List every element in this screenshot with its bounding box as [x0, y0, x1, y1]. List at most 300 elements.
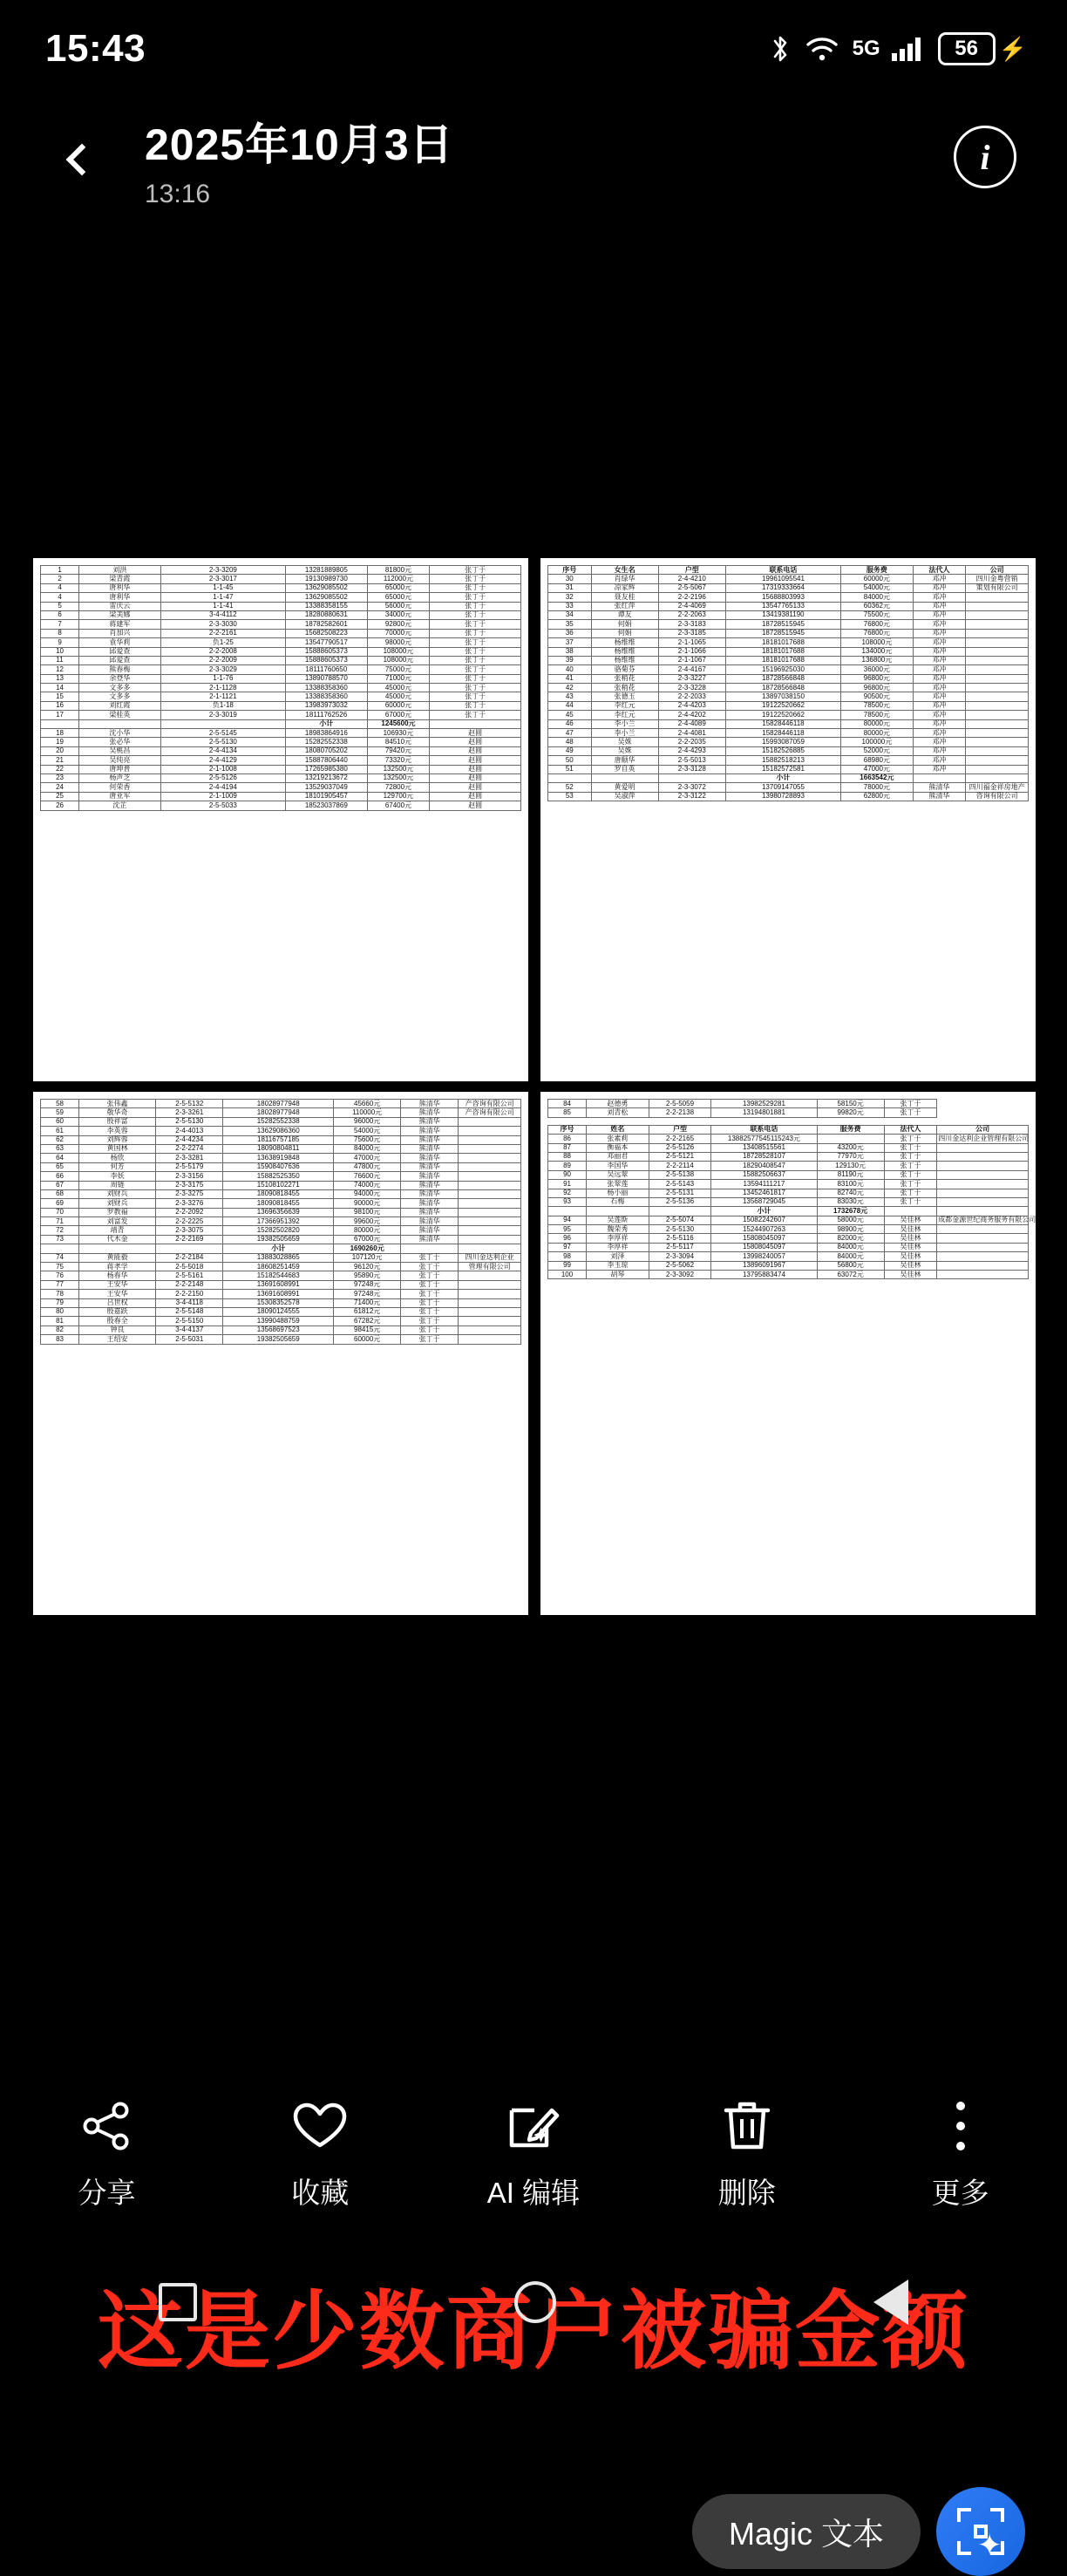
wifi-icon — [805, 36, 839, 62]
table-cell — [937, 1225, 1029, 1234]
table-cell: 小计 — [711, 1207, 817, 1216]
table-cell: 黄能毅 — [79, 1253, 156, 1262]
table-cell: 2-1-1128 — [160, 684, 285, 692]
table-cell: 邓冲 — [913, 583, 966, 592]
table-cell: 15688803993 — [725, 593, 840, 602]
table-cell — [937, 1234, 1029, 1243]
table-cell: 78500元 — [841, 701, 914, 710]
table-cell: 60362元 — [841, 602, 914, 610]
table-cell — [156, 1244, 223, 1253]
table-cell: 张翠莲 — [587, 1180, 649, 1189]
table-cell: 13408515561 — [711, 1143, 817, 1152]
table-cell: 刘辉蓉 — [79, 1135, 156, 1144]
table-cell: 熊清华 — [401, 1144, 459, 1153]
table-cell: 1-1-45 — [160, 583, 285, 592]
table-cell: 衡福本 — [587, 1143, 649, 1152]
table-row — [41, 629, 521, 637]
table-cell: 12 — [41, 665, 79, 674]
more-label: 更多 — [932, 2171, 989, 2211]
table-cell: 59 — [41, 1108, 79, 1117]
table-row — [41, 638, 521, 647]
table-cell: 23 — [41, 773, 79, 782]
table-cell: 47000元 — [841, 765, 914, 773]
table-cell: 134000元 — [841, 647, 914, 656]
table-cell: 张丁于 — [401, 1280, 459, 1289]
table-header-cell: 公司 — [937, 1125, 1029, 1134]
table-cell: 65000元 — [367, 583, 430, 592]
table-cell: 76 — [41, 1271, 79, 1280]
table-row — [548, 746, 1029, 755]
table-cell: 15882506637 — [711, 1170, 817, 1179]
table-cell: 15082242607 — [711, 1216, 817, 1224]
table-row — [548, 647, 1029, 656]
table-row — [548, 656, 1029, 664]
table-cell: 38 — [548, 647, 592, 656]
table-cell: 19382505659 — [223, 1235, 334, 1244]
table-head-2 — [548, 566, 1029, 575]
table-cell: 邓冲 — [913, 684, 966, 692]
table-row — [548, 1162, 1029, 1170]
table-cell: 72 — [41, 1226, 79, 1235]
table-cell: 2-3-3075 — [156, 1226, 223, 1235]
table-cell: 9 — [41, 638, 79, 647]
table-cell: 39 — [548, 656, 592, 664]
table-cell: 2-4-4194 — [160, 783, 285, 792]
table-cell: 15108102271 — [223, 1181, 334, 1189]
table-cell: 2-1-1121 — [160, 692, 285, 701]
table-cell: 2-2-2165 — [649, 1135, 711, 1143]
table-cell: 36 — [548, 629, 592, 637]
table-cell: 3-4-4112 — [160, 610, 285, 619]
table-cell: 21 — [41, 756, 79, 765]
table-cell: 30 — [548, 575, 592, 583]
table-row — [41, 602, 521, 610]
table-cell: 15808045097 — [711, 1243, 817, 1251]
table-cell: 44 — [548, 701, 592, 710]
table-cell: 邓冲 — [913, 665, 966, 674]
table-row — [548, 610, 1029, 619]
table-cell: 56800元 — [817, 1261, 884, 1270]
table-row — [548, 729, 1029, 738]
table-cell: 张红萍 — [591, 602, 658, 610]
table-cell: 73 — [41, 1235, 79, 1244]
table-cell: 18728515945 — [725, 620, 840, 629]
table-row — [41, 711, 521, 719]
table-cell: 84000元 — [841, 593, 914, 602]
table-cell — [459, 1117, 521, 1126]
table-row — [41, 1108, 521, 1117]
table-cell: 唐坤普 — [79, 765, 161, 773]
table-row — [41, 656, 521, 664]
circle-icon[interactable] — [514, 2281, 556, 2323]
table-sheet-4 — [547, 1125, 1029, 1280]
table-cell: 48 — [548, 738, 592, 746]
table-cell: 2-2-2196 — [658, 593, 725, 602]
table-row — [548, 1207, 1029, 1216]
document-sheet-4 — [540, 1092, 1036, 1615]
table-cell — [966, 674, 1029, 683]
table-cell: 邓冲 — [913, 756, 966, 765]
table-cell: 36000元 — [841, 665, 914, 674]
network-type-label: 5G — [853, 38, 880, 59]
table-cell: 41 — [548, 674, 592, 683]
square-icon[interactable] — [159, 2283, 197, 2321]
table-cell: 15182544683 — [223, 1271, 334, 1280]
table-cell: 2-5-5062 — [649, 1261, 711, 1270]
table-cell: 54000元 — [334, 1127, 401, 1135]
table-cell: 74000元 — [334, 1181, 401, 1189]
table-cell: 2-5-5143 — [649, 1180, 711, 1189]
table-row — [41, 1135, 521, 1144]
table-cell: 15196925030 — [725, 665, 840, 674]
info-icon[interactable] — [954, 126, 1016, 188]
table-cell: 13691608991 — [223, 1280, 334, 1289]
table-cell — [459, 1208, 521, 1216]
table-cell: 75600元 — [334, 1135, 401, 1144]
table-cell: 1-1-41 — [160, 602, 285, 610]
table-cell: 吴佳林 — [884, 1261, 937, 1270]
table-cell: 张丁于 — [884, 1189, 937, 1197]
table-cell — [459, 1189, 521, 1198]
magic-scan-icon[interactable] — [936, 2487, 1025, 2576]
table-cell: 殷春全 — [79, 1317, 156, 1325]
photo-content[interactable] — [0, 558, 1067, 1674]
share-button[interactable] — [19, 2096, 194, 2211]
table-cell: 60 — [41, 1117, 79, 1126]
table-cell: 78000元 — [841, 783, 914, 792]
table-cell: 张丁于 — [401, 1253, 459, 1262]
table-cell: 13281889805 — [285, 566, 367, 575]
table-cell: 19961095541 — [725, 575, 840, 583]
table-cell: 18090818455 — [223, 1189, 334, 1198]
table-cell: 熊清华 — [401, 1217, 459, 1226]
more-dots-icon — [951, 2096, 970, 2157]
table-cell: 张丁于 — [430, 711, 521, 719]
table-cell: 15808045097 — [711, 1234, 817, 1243]
table-cell: 71000元 — [367, 674, 430, 683]
table-cell: 唐顺华 — [591, 756, 658, 765]
table-cell: 99 — [548, 1261, 587, 1270]
table-cell: 2-2-2092 — [156, 1208, 223, 1216]
table-cell: 张丁于 — [430, 674, 521, 683]
table-cell: 15888605373 — [285, 647, 367, 656]
heart-icon — [292, 2096, 348, 2157]
table-cell: 赵圆 — [430, 746, 521, 755]
table-cell — [884, 1207, 937, 1216]
table-cell: 76800元 — [841, 629, 914, 637]
table-cell: 13982529281 — [711, 1100, 817, 1108]
table-cell: 13629086360 — [223, 1127, 334, 1135]
table-cell: 熊清华 — [401, 1172, 459, 1181]
table-cell: 3-4-4137 — [156, 1325, 223, 1334]
table-cell: 张丁于 — [401, 1317, 459, 1325]
table-cell: 13897038150 — [725, 692, 840, 701]
scan-frame-icon — [957, 2508, 1004, 2555]
table-cell — [937, 1197, 1029, 1206]
table-cell: 张丁于 — [884, 1100, 937, 1108]
battery-icon — [938, 32, 1027, 65]
table-cell: 13629085502 — [285, 593, 367, 602]
table-cell: 66 — [41, 1172, 79, 1181]
table-cell: 唐利华 — [79, 583, 161, 592]
table-row — [41, 765, 521, 773]
table-cell: 邓冲 — [913, 738, 966, 746]
ai-edit-icon — [505, 2096, 562, 2157]
table-cell: 22 — [41, 765, 79, 773]
table-cell: 2-4-4134 — [160, 746, 285, 755]
table-cell: 邓冲 — [913, 719, 966, 728]
table-cell — [459, 1127, 521, 1135]
table-cell: 75500元 — [841, 610, 914, 619]
table-row — [41, 1208, 521, 1216]
table-row — [548, 1135, 1029, 1143]
table-cell: 91 — [548, 1180, 587, 1189]
table-cell: 2-2-2225 — [156, 1217, 223, 1226]
table-cell: 100000元 — [841, 738, 914, 746]
table-cell: 张丁于 — [430, 656, 521, 664]
table-cell: 2-3-3275 — [156, 1189, 223, 1198]
table-row — [41, 1127, 521, 1135]
table-cell: 78500元 — [841, 711, 914, 719]
table-cell: 92 — [548, 1189, 587, 1197]
table-cell: 129700元 — [367, 792, 430, 801]
table-cell: 刘洪 — [79, 566, 161, 575]
table-row — [41, 1144, 521, 1153]
table-cell: 邓冲 — [913, 746, 966, 755]
table-cell: 2-3-3276 — [156, 1199, 223, 1208]
table-row — [548, 602, 1029, 610]
table-cell: 2-4-4210 — [658, 575, 725, 583]
table-row — [548, 1261, 1029, 1270]
table-header-cell: 户型 — [649, 1125, 711, 1134]
table-cell: 熊清华 — [401, 1127, 459, 1135]
table-cell: 张丁于 — [430, 620, 521, 629]
table-cell: 15244907263 — [711, 1225, 817, 1234]
table-cell: 2-3-3030 — [160, 620, 285, 629]
table-cell: 2-5-5013 — [658, 756, 725, 765]
table-cell — [459, 1226, 521, 1235]
table-cell: 李英蓉 — [79, 1127, 156, 1135]
table-cell: 18090818455 — [223, 1199, 334, 1208]
table-cell: 96120元 — [334, 1263, 401, 1271]
table-header-row — [548, 1125, 1029, 1134]
table-cell: 72800元 — [367, 783, 430, 792]
table-cell: 1 — [41, 566, 79, 575]
table-cell: 82 — [41, 1325, 79, 1334]
favorite-button[interactable] — [233, 2096, 407, 2211]
table-cell: 张丁于 — [401, 1307, 459, 1316]
magic-text-button[interactable] — [692, 2494, 921, 2569]
table-cell: 张丁于 — [401, 1298, 459, 1307]
table-cell: 13529037049 — [285, 783, 367, 792]
table-cell: 32 — [548, 593, 592, 602]
overlay-caption: 这是少数商户被骗金额 — [0, 2263, 1067, 2386]
table-cell: 88 — [548, 1152, 587, 1161]
table-cell: 65 — [41, 1162, 79, 1171]
table-sheet-2 — [547, 565, 1029, 801]
table-cell: 3-4-4118 — [156, 1298, 223, 1307]
table-cell: 86 — [548, 1135, 587, 1143]
table-sheet-4-top — [547, 1099, 1029, 1118]
table-row — [548, 1252, 1029, 1261]
table-cell: 2-4-4013 — [156, 1127, 223, 1135]
table-cell: 杨维维 — [591, 638, 658, 647]
table-cell — [966, 620, 1029, 629]
table-cell: 70 — [41, 1208, 79, 1216]
table-body-1 — [41, 566, 521, 811]
table-row — [41, 1154, 521, 1162]
table-cell — [966, 711, 1029, 719]
table-cell: 熊清华 — [401, 1208, 459, 1216]
table-cell: 2-5-5117 — [649, 1243, 711, 1251]
document-sheet-1 — [33, 558, 528, 1081]
table-row — [41, 1253, 521, 1262]
table-cell — [937, 1243, 1029, 1251]
table-header-cell: 法代人 — [884, 1125, 937, 1134]
table-cell: 4 — [41, 583, 79, 592]
table-cell: 邓冲 — [913, 620, 966, 629]
table-cell: 李国华 — [587, 1162, 649, 1170]
table-cell: 2-4-4234 — [156, 1135, 223, 1144]
table-row — [548, 738, 1029, 746]
table-cell — [459, 1235, 521, 1244]
table-cell: 13709147055 — [725, 783, 840, 792]
page-title: 2025年10月3日 — [145, 110, 454, 173]
table-cell — [591, 773, 658, 782]
table-cell: 13638919848 — [223, 1154, 334, 1162]
table-cell: 李厚祥 — [587, 1243, 649, 1251]
table-cell — [459, 1325, 521, 1334]
table-cell: 13388358155 — [285, 602, 367, 610]
table-row — [548, 719, 1029, 728]
table-cell: 2-1-1008 — [160, 765, 285, 773]
table-cell: 11 — [41, 656, 79, 664]
table-cell: 19122520662 — [725, 701, 840, 710]
table-cell: 张丁于 — [401, 1325, 459, 1334]
table-cell: 47 — [548, 729, 592, 738]
table-cell: 2-4-4129 — [160, 756, 285, 765]
more-button[interactable] — [873, 2096, 1048, 2211]
table-cell: 45000元 — [367, 692, 430, 701]
table-cell: 靖青 — [79, 1226, 156, 1235]
table-cell: 周链 — [79, 1181, 156, 1189]
table-cell: 熊清华 — [401, 1135, 459, 1144]
table-cell: 2-5-5138 — [649, 1170, 711, 1179]
table-cell — [587, 1207, 649, 1216]
table-header-cell: 联系电话 — [725, 566, 840, 575]
table-cell: 15888605373 — [285, 656, 367, 664]
table-cell: 80000元 — [334, 1226, 401, 1235]
table-cell: 刘青松 — [587, 1108, 649, 1117]
table-cell — [966, 610, 1029, 619]
table-row — [548, 1152, 1029, 1161]
table-cell: 19 — [41, 738, 79, 746]
table-row — [41, 684, 521, 692]
table-row — [41, 701, 521, 710]
table-row — [41, 1298, 521, 1307]
table-cell: 110000元 — [334, 1108, 401, 1117]
table-cell: 熊春梅 — [79, 665, 161, 674]
table-cell: 63072元 — [817, 1271, 884, 1279]
table-row — [548, 638, 1029, 647]
table-cell: 吴佳林 — [884, 1225, 937, 1234]
table-cell — [966, 746, 1029, 755]
table-cell: 张丁于 — [430, 602, 521, 610]
table-cell: 13194801881 — [711, 1108, 817, 1117]
table-row — [41, 1244, 521, 1253]
table-cell: 2-1-1065 — [658, 638, 725, 647]
table-cell: 17265985380 — [285, 765, 367, 773]
table-cell: 赵圆 — [430, 756, 521, 765]
table-cell: 17 — [41, 711, 79, 719]
table-cell: 18090124555 — [223, 1307, 334, 1316]
table-cell: 2-3-3019 — [160, 711, 285, 719]
table-cell: 吕世权 — [79, 1298, 156, 1307]
table-cell: 2-5-5161 — [156, 1271, 223, 1280]
table-cell — [548, 773, 592, 782]
table-cell: 15993087059 — [725, 738, 840, 746]
table-cell: 5 — [41, 602, 79, 610]
table-cell: 49 — [548, 746, 592, 755]
signal-icon — [891, 36, 924, 62]
table-cell: 108000元 — [367, 647, 430, 656]
table-cell: 79 — [41, 1298, 79, 1307]
table-cell: 67400元 — [367, 801, 430, 810]
table-cell: 吴姝 — [591, 738, 658, 746]
table-cell: 邓冲 — [913, 602, 966, 610]
table-cell — [459, 1199, 521, 1208]
table-cell: 熊清华 — [913, 783, 966, 792]
table-cell: 胡琴 — [587, 1271, 649, 1279]
table-row — [41, 583, 521, 592]
table-cell: 邓冲 — [913, 593, 966, 602]
table-body-2 — [548, 575, 1029, 801]
table-cell: 70000元 — [367, 629, 430, 637]
table-cell: 2-2-2063 — [658, 610, 725, 619]
triangle-back-icon[interactable] — [873, 2280, 908, 2325]
table-body-3 — [41, 1100, 521, 1345]
table-cell: 18080705202 — [285, 746, 367, 755]
table-cell — [459, 1335, 521, 1344]
table-row — [548, 1197, 1029, 1206]
table-row — [548, 756, 1029, 765]
table-cell: 四川金粤营销 — [966, 575, 1029, 583]
document-scan-grid — [33, 558, 1036, 1648]
table-cell: 97248元 — [334, 1290, 401, 1298]
table-cell: 杨春华 — [79, 1271, 156, 1280]
table-cell: 15882518213 — [725, 756, 840, 765]
table-row — [548, 593, 1029, 602]
table-cell — [966, 602, 1029, 610]
table-cell: 17319333664 — [725, 583, 840, 592]
header-back-button[interactable] — [40, 118, 124, 201]
table-cell: 邓冲 — [913, 765, 966, 773]
table-cell: 张丁于 — [430, 566, 521, 575]
table-cell: 83100元 — [817, 1180, 884, 1189]
table-cell — [966, 773, 1029, 782]
table-cell: 张丁于 — [884, 1180, 937, 1189]
delete-button[interactable] — [660, 2096, 834, 2211]
table-cell: 邓冲 — [913, 692, 966, 701]
table-cell — [966, 656, 1029, 664]
table-cell: 98900元 — [817, 1225, 884, 1234]
bottom-toolbar — [0, 2080, 1067, 2245]
table-cell: 2-3-3128 — [658, 765, 725, 773]
table-cell: 83030元 — [817, 1197, 884, 1206]
table-cell — [937, 1162, 1029, 1170]
ai-edit-button[interactable] — [446, 2096, 621, 2211]
table-cell: 13696356639 — [223, 1208, 334, 1216]
